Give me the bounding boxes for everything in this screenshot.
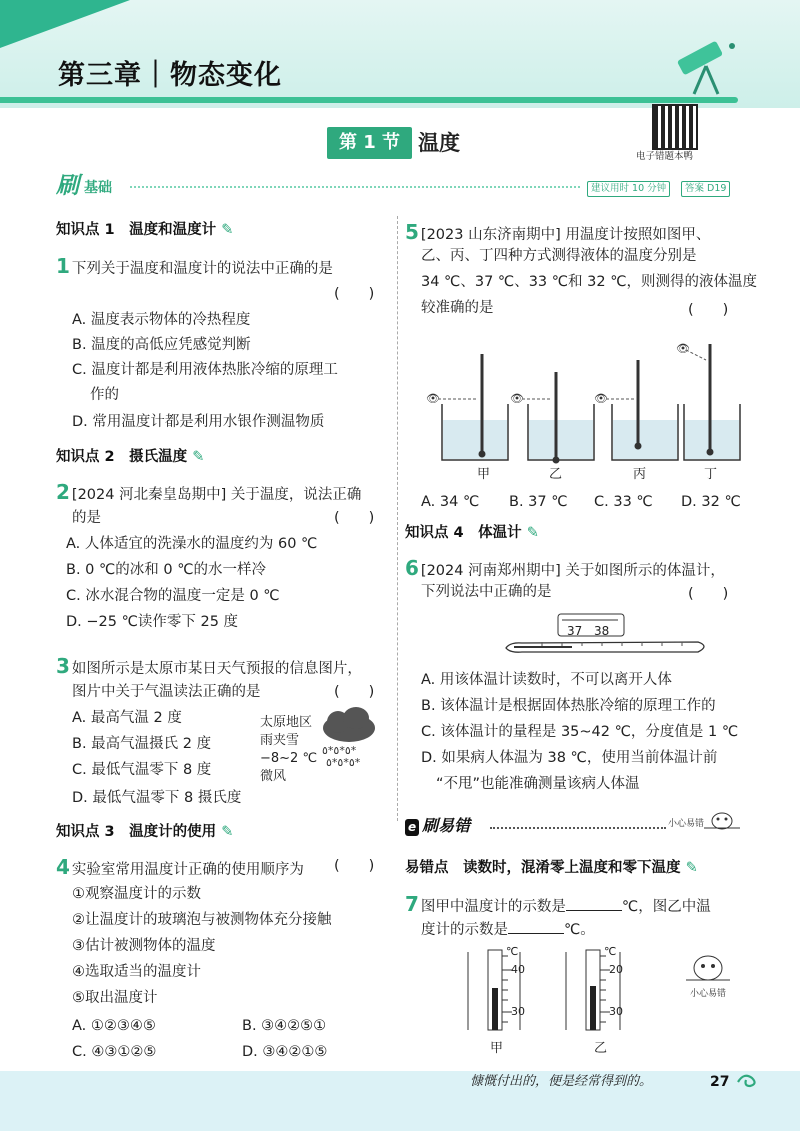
knowledge-point-4: 知识点 4 体温计 ✎ [405,525,539,541]
error-brand-icon: e [405,819,419,836]
footer-slogan: 慷慨付出的，便是经常得到的。 [470,1074,653,1089]
option: B. 最高气温摄氏 2 度 [72,736,212,752]
option: D. ③④②①⑤ [242,1044,328,1060]
answer-paren[interactable]: ( ) [334,510,375,526]
qr-caption: 电子错题本鸭 [636,151,694,162]
svg-text:٥*٥*٥*: ٥*٥*٥* [322,744,357,757]
option: C. 冰水混合物的温度一定是 0 ℃ [66,588,280,604]
error-point-heading: 易错点 读数时，混淆零上温度和零下温度 ✎ [405,860,698,876]
option: B. 温度的高低应凭感觉判断 [72,337,251,353]
section-heading [327,127,460,159]
question-5-stem-cont: 34 ℃、37 ℃、33 ℃和 32 ℃，则测得的液体温度 [421,274,757,290]
unit-label: ℃ [506,945,519,958]
question-1-stem: 1 下列关于温度和温度计的说法中正确的是 [56,254,333,278]
scale-label: 37 [567,624,583,638]
option: D. 常用温度计都是利用水银作测温物质 [72,414,325,430]
careful-tip: 小心易错 [668,819,705,829]
figure-label: 丁 [704,467,718,482]
header-corner-decoration [0,0,130,48]
step: ②让温度计的玻璃泡与被测物体充分接触 [72,912,332,928]
qr-code[interactable] [652,104,698,150]
swirl-icon [734,1070,762,1090]
pencil-icon: ✎ [192,449,205,465]
chapter-title: 第三章｜物态变化 [58,60,282,91]
answer-paren[interactable]: ( ) [688,586,729,602]
svg-text:٥*٥*٥*: ٥*٥*٥* [326,756,361,768]
answer-blank[interactable] [508,918,564,934]
question-5-stem: 5 [2023 山东济南期中] 用温度计按照如图甲、 [405,220,711,244]
option: A. 最高气温 2 度 [72,710,182,726]
knowledge-point-2: 知识点 2 摄氏温度 ✎ [56,449,205,465]
question-2-stem: 2 [2024 河北秦皇岛期中] 关于温度，说法正确 [56,480,362,504]
option: B. 0 ℃的冰和 0 ℃的水一样冷 [66,562,267,578]
option: D. −25 ℃读作零下 25 度 [66,614,239,630]
option: D. 最低气温零下 8 摄氏度 [72,790,242,806]
option: B. 37 ℃ [509,494,568,510]
pencil-icon: ✎ [221,222,234,238]
knowledge-point-1: 知识点 1 温度和温度计 ✎ [56,222,234,238]
answer-blank[interactable] [566,895,622,911]
question-5-stem-cont: 乙、丙、丁四种方式测得液体的温度分别是 [421,248,697,264]
dotted-rule [130,186,580,188]
svg-text:👁: 👁 [676,342,690,355]
svg-text:👁: 👁 [426,392,440,405]
option: A. 温度表示物体的冷热程度 [72,312,251,328]
suggested-time-tag: 建议用时 10 分钟 [587,181,670,197]
option: A. 34 ℃ [421,494,480,510]
option: A. 用该体温计读数时，不可以离开人体 [421,672,672,688]
option-continuation: 作的 [90,387,119,403]
step: ④选取适当的温度计 [72,964,201,980]
question-7-stem-cont: 度计的示数是 ℃。 [421,918,595,941]
option: C. 该体温计的量程是 35~42 ℃，分度值是 1 ℃ [421,724,739,740]
tick-label: 40 [511,963,525,976]
question-6-stem-cont: 下列说法中正确的是 [421,584,552,600]
scale-label: 38 [594,624,610,638]
svg-text:👁: 👁 [510,392,524,405]
step: ⑤取出温度计 [72,990,158,1006]
tick-label: 30 [609,1005,623,1018]
answer-paren[interactable]: ( ) [334,858,375,874]
pencil-icon: ✎ [685,860,698,876]
header-rule [0,97,738,103]
tick-label: 30 [511,1005,525,1018]
question-6-stem: 6 [2024 河南郑州期中] 关于如图所示的体温计， [405,556,725,580]
question-3-stem-cont: 图片中关于气温读法正确的是 [72,684,261,700]
svg-text:👁: 👁 [594,392,608,405]
option: C. 最低气温零下 8 度 [72,762,212,778]
footer-band [0,1071,800,1131]
basic-label: 基础 [84,180,112,196]
error-prone-section-label: e 刷易错 [405,814,470,837]
careful-tip: 小心易错 [690,989,727,999]
figure-label: 甲 [477,467,491,482]
section-title: 温度 [418,130,461,155]
option: C. ④③①②⑤ [72,1044,157,1060]
question-2-stem-cont: 的是 [72,510,101,526]
option: D. 32 ℃ [681,494,741,510]
step: ③估计被测物体的温度 [72,938,216,954]
answer-paren[interactable]: ( ) [334,684,375,700]
answer-paren[interactable]: ( ) [688,302,729,318]
basic-brand: 刷 [56,173,79,199]
page-number: 27 [710,1074,730,1090]
pencil-icon: ✎ [221,824,234,840]
answer-paren[interactable]: ( ) [334,286,375,302]
unit-label: ℃ [604,945,617,958]
question-3-stem: 3 如图所示是太原市某日天气预报的信息图片， [56,654,362,678]
figure-label: 丙 [633,467,647,482]
question-5-stem-cont: 较准确的是 [421,300,494,316]
option: C. 温度计都是利用液体热胀冷缩的原理工 [72,362,338,378]
option: A. 人体适宜的洗澡水的温度约为 60 ℃ [66,536,318,552]
option: B. ③④②⑤① [242,1018,327,1034]
option: C. 33 ℃ [594,494,653,510]
beaker-thermometer-figure [418,342,744,472]
weather-forecast-text: 太原地区 雨夹雪 −8~2 ℃ 微风 [260,715,318,784]
option: D. 如果病人体温为 38 ℃，使用当前体温计前 [421,750,718,766]
step: ①观察温度计的示数 [72,886,201,902]
option: A. ①②③④⑤ [72,1018,156,1034]
telescope-icon [672,36,742,98]
question-4-stem: 4 实验室常用温度计正确的使用顺序为 [56,855,304,879]
knowledge-point-3: 知识点 3 温度计的使用 ✎ [56,824,234,840]
sleet-cloud-icon [318,706,380,768]
question-7-stem: 7 图甲中温度计的示数是 ℃，图乙中温 [405,892,711,916]
figure-label: 乙 [549,467,563,482]
pencil-icon: ✎ [526,525,539,541]
section-number: 第 1 节 [327,127,412,159]
figure-label: 乙 [594,1041,608,1056]
owl-mascot-icon [704,808,740,830]
owl-mascot-icon [684,946,732,986]
option: B. 该体温计是根据固体热胀冷缩的原理工作的 [421,698,716,714]
option-continuation: “不甩”也能准确测量该病人体温 [436,776,640,792]
column-divider [397,216,398,821]
figure-label: 甲 [490,1041,504,1056]
answer-page-tag: 答案 D19 [681,181,730,197]
tick-label: 20 [609,963,623,976]
dotted-rule [490,827,666,829]
